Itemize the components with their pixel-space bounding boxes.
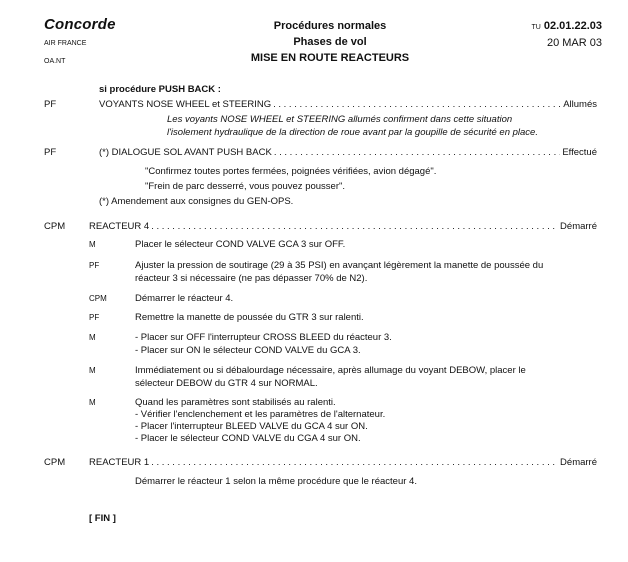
step-text: Quand les paramètres sont stabilisés au ralenti. xyxy=(135,397,336,408)
role-label: CPM xyxy=(44,221,66,232)
step-text: - Placer le sélecteur COND VALVE du CGA 4 sur ON. xyxy=(135,433,361,444)
role-label: PF xyxy=(44,147,57,158)
item-status: Démarré xyxy=(560,221,597,232)
role-label: CPM xyxy=(44,457,66,468)
step-role: PF xyxy=(89,313,100,322)
item-label: REACTEUR 4 xyxy=(89,221,150,232)
step-text: - Placer sur ON le sélecteur COND VALVE du GCA 3. xyxy=(135,345,361,356)
item-label: REACTEUR 1 xyxy=(89,457,150,468)
step-text: Placer le sélecteur COND VALVE GCA 3 sur OFF. xyxy=(135,239,346,250)
step-role: M xyxy=(89,240,96,249)
tu-label: TU xyxy=(531,24,541,31)
step-text: sélecteur DEBOW du GTR 4 sur NORMAL. xyxy=(135,378,318,389)
step-text: - Placer l'interrupteur BLEED VALVE du GCA 4 sur ON. xyxy=(135,421,368,432)
item-status: Effectué xyxy=(562,147,597,158)
step-role: CPM xyxy=(89,294,107,303)
quote-line: "Confirmez toutes portes fermées, poignées vérifiées, avion dégagé". xyxy=(145,166,437,177)
step-text: réacteur 3 si nécessaire (ne pas dépasser 70% de N2). xyxy=(135,273,368,284)
header-title-3: MISE EN ROUTE REACTEURS xyxy=(250,52,410,64)
reference-number: 02.01.22.03 xyxy=(543,20,602,32)
step-role: M xyxy=(89,398,96,407)
step-role: M xyxy=(89,366,96,375)
step-text: Démarrer le réacteur 4. xyxy=(135,293,234,304)
page-reference xyxy=(532,20,602,32)
dot-leader xyxy=(151,457,558,468)
step-text: Remettre la manette de poussée du GTR 3 sur ralenti. xyxy=(135,312,364,323)
item-status: Allumés xyxy=(563,99,597,110)
dot-leader xyxy=(273,99,561,110)
item-label: VOYANTS NOSE WHEEL et STEERING xyxy=(99,99,272,110)
header-title-2: Phases de vol xyxy=(293,36,367,48)
checklist-item xyxy=(89,457,597,468)
dot-leader xyxy=(151,221,558,232)
role-label: PF xyxy=(44,99,57,110)
revision-date: 20 MAR 03 xyxy=(546,37,602,49)
step-text: - Vérifier l'enclenchement et les paramètres de l'alternateur. xyxy=(135,409,386,420)
note-line: l'isolement hydraulique de la direction de roue avant par la goupille de sécurité en place. xyxy=(167,127,538,138)
airline-name: AIR FRANCE xyxy=(44,40,87,47)
header-title-1: Procédures normales xyxy=(273,20,387,32)
dot-leader xyxy=(274,147,561,158)
amendment-note: (*) Amendement aux consignes du GEN-OPS. xyxy=(99,196,294,207)
step-text: Immédiatement ou si débalourdage nécessaire, après allumage du voyant DEBOW, placer le xyxy=(135,365,526,376)
checklist-item xyxy=(99,147,597,158)
item-status: Démarré xyxy=(560,457,597,468)
brand-logo: Concorde xyxy=(44,16,116,33)
step-role: PF xyxy=(89,261,100,270)
step-text: - Placer sur OFF l'interrupteur CROSS BLEED du réacteur 3. xyxy=(135,332,392,343)
step-text: Démarrer le réacteur 1 selon la même procédure que le réacteur 4. xyxy=(135,476,417,487)
step-role: M xyxy=(89,333,96,342)
end-marker: [ FIN ] xyxy=(89,513,116,524)
checklist-item xyxy=(89,221,597,232)
document-code: OA.NT xyxy=(44,58,66,65)
pushback-heading: si procédure PUSH BACK : xyxy=(99,84,221,95)
quote-line: "Frein de parc desserré, vous pouvez pousser". xyxy=(145,181,346,192)
item-label: (*) DIALOGUE SOL AVANT PUSH BACK xyxy=(99,147,272,158)
step-text: Ajuster la pression de soutirage (29 à 35 PSI) en avançant légèrement la manette de poussée du xyxy=(135,260,544,271)
note-line: Les voyants NOSE WHEEL et STEERING allumés confirment dans cette situation xyxy=(167,114,513,125)
checklist-item xyxy=(99,99,597,110)
